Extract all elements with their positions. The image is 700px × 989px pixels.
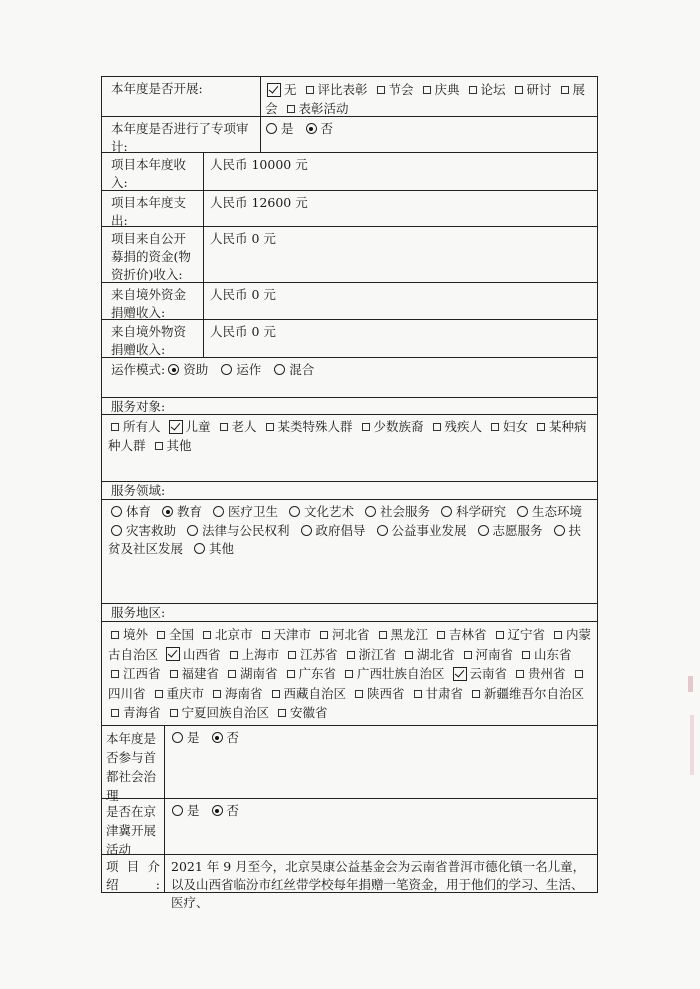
radio-icon[interactable] — [365, 506, 376, 517]
service-field-option-label: 志愿服务 — [492, 522, 543, 538]
capital-yes-label: 是 — [187, 730, 200, 745]
service-field-option — [362, 504, 430, 519]
jingjinji-yes-radio[interactable] — [172, 805, 183, 816]
activity-option — [303, 82, 368, 97]
checkbox-icon[interactable] — [266, 423, 274, 431]
operation-mode-row — [101, 358, 598, 398]
red-ink-mark — [688, 676, 693, 692]
radio-icon[interactable] — [377, 525, 388, 536]
audit-yes-radio[interactable] — [266, 123, 277, 134]
service-region-option — [317, 627, 370, 642]
service-region-option-label: 宁夏回族自治区 — [181, 705, 270, 720]
checkbox-icon[interactable] — [287, 105, 295, 113]
activity-option-label: 展会 — [265, 82, 586, 116]
intro-text: 2021 年 9 月至今，北京昊康公益基金会为云南省普洱市德化镇一名儿童，以及山西省临汾市红丝带学校每年捐赠一笔资金，用于他们的学习、生活、医疗、 — [171, 859, 586, 910]
service-target-option-label: 少数族裔 — [373, 419, 424, 434]
service-target-option — [108, 419, 161, 434]
service-region-option — [344, 647, 397, 662]
activity-label: 本年度是否开展: — [102, 77, 261, 116]
checkbox-icon[interactable] — [362, 423, 370, 431]
checkbox-icon[interactable] — [262, 631, 270, 639]
overseas-goods-value: 人民币 0 元 — [210, 324, 276, 339]
activity-option — [284, 101, 349, 116]
service-region-option-label: 新疆维吾尔自治区 — [484, 685, 585, 701]
service-region-option — [493, 627, 546, 642]
overseas-goods-row — [101, 320, 598, 358]
audit-no-radio[interactable] — [306, 123, 317, 134]
service-region-option — [269, 686, 347, 701]
service-field-option-label: 其他 — [209, 541, 235, 556]
checkbox-icon[interactable] — [111, 423, 119, 431]
service-region-option-label: 陕西省 — [367, 685, 405, 701]
radio-icon[interactable] — [187, 525, 198, 536]
service-field-option — [298, 523, 366, 538]
service-fields-row — [101, 500, 598, 604]
radio-icon[interactable] — [194, 543, 205, 554]
service-target-option-label: 所有人 — [123, 419, 161, 434]
service-region-option-label: 山东省 — [534, 646, 572, 662]
public-fund-label: 项目来自公开募捐的资金(物资折价)收入: — [102, 227, 204, 282]
service-target-option — [167, 419, 211, 434]
activity-option — [265, 82, 297, 97]
service-target-option-label: 某类特殊人群 — [277, 419, 353, 434]
checkbox-icon[interactable] — [377, 86, 385, 94]
service-region-option — [108, 705, 161, 720]
service-region-option — [402, 647, 455, 662]
service-region-option-label: 湖南省 — [240, 666, 278, 681]
service-field-option — [210, 504, 278, 519]
service-region-option — [152, 686, 205, 701]
service-region-option — [352, 686, 405, 701]
service-field-option — [108, 504, 151, 519]
service-region-option-label: 浙江省 — [358, 646, 397, 662]
service-region-option-label: 广西壮族自治区 — [357, 666, 445, 681]
service-region-option-label: 云南省 — [469, 666, 508, 681]
service-region-option — [227, 647, 280, 662]
service-region-option-label: 河北省 — [332, 627, 370, 642]
red-ink-mark — [690, 715, 694, 775]
activity-option-label: 庆典 — [434, 82, 460, 97]
checkbox-icon[interactable] — [278, 709, 286, 717]
service-region-option — [200, 627, 253, 642]
checkbox-icon[interactable] — [469, 86, 477, 94]
activity-option — [512, 82, 552, 97]
service-region-option-label: 贵州省 — [528, 666, 566, 681]
service-target-option — [217, 419, 257, 434]
service-target-option-label: 残疾人 — [444, 419, 483, 434]
service-region-option-label: 内蒙古自治区 — [108, 627, 592, 662]
checkbox-icon[interactable] — [522, 651, 530, 659]
checkbox-icon[interactable] — [272, 690, 280, 698]
service-region-option — [225, 666, 278, 681]
service-region-option — [411, 686, 464, 701]
selected-radio-icon[interactable] — [168, 364, 179, 375]
service-target-option — [263, 419, 353, 434]
jingjinji-yes-label: 是 — [187, 803, 200, 818]
service-region-option — [513, 666, 566, 681]
service-region-option-label: 江西省 — [123, 666, 161, 681]
service-region-option-label: 天津市 — [273, 627, 312, 642]
service-targets-header-row — [101, 398, 598, 415]
checkbox-icon[interactable] — [155, 690, 163, 698]
service-target-option — [359, 419, 424, 434]
service-fields-label: 服务领域: — [111, 483, 166, 498]
service-region-option — [285, 647, 338, 662]
service-targets-options — [102, 415, 597, 457]
checkbox-icon[interactable] — [433, 423, 441, 431]
operation-mode-option — [165, 362, 208, 377]
checkbox-icon[interactable] — [516, 670, 524, 678]
service-field-option-label: 生态环境 — [532, 504, 583, 519]
service-region-option — [167, 705, 270, 720]
radio-icon[interactable] — [478, 525, 489, 536]
checkbox-icon[interactable] — [464, 651, 472, 659]
checkbox-icon[interactable] — [347, 651, 355, 659]
checkbox-icon[interactable] — [230, 651, 238, 659]
checkbox-icon[interactable] — [561, 86, 569, 94]
audit-label: 本年度是否进行了专项审计: — [102, 117, 261, 152]
service-region-option — [469, 686, 584, 701]
service-field-option — [286, 504, 354, 519]
operation-mode-label: 运作模式: — [111, 362, 166, 377]
service-regions-options — [102, 622, 597, 725]
checkbox-icon[interactable] — [554, 631, 562, 639]
service-region-option — [434, 627, 487, 642]
service-region-option — [167, 666, 220, 681]
service-target-option — [152, 438, 192, 453]
service-region-option-label: 安徽省 — [290, 705, 328, 720]
service-region-option-label: 山西省 — [183, 646, 221, 662]
service-target-option — [488, 419, 528, 434]
checked-checkbox-icon[interactable] — [453, 667, 467, 681]
service-region-option-label: 境外 — [123, 627, 149, 642]
service-field-option — [514, 504, 582, 519]
service-target-option-label: 老人 — [231, 419, 257, 434]
service-region-option — [259, 627, 312, 642]
jingjinji-no-label: 否 — [226, 803, 240, 818]
checkbox-icon[interactable] — [575, 670, 583, 678]
activity-option-label: 表彰活动 — [298, 101, 349, 116]
intro-label-cell — [102, 855, 165, 892]
service-field-option — [374, 523, 467, 538]
service-region-option — [154, 627, 194, 642]
capital-governance-label: 本年度是否参与首都社会治理 — [102, 726, 165, 798]
service-field-option-label: 法律与公民权利 — [202, 522, 290, 538]
service-field-option-label: 医疗卫生 — [228, 504, 279, 519]
service-field-option — [108, 523, 176, 538]
service-region-option-label: 吉林省 — [449, 627, 487, 642]
operation-mode-option — [218, 362, 261, 377]
radio-icon[interactable] — [111, 506, 122, 517]
service-region-option — [164, 647, 221, 662]
jingjinji-label: 是否在京津冀开展活动 — [102, 799, 165, 854]
radio-icon[interactable] — [274, 364, 285, 375]
service-region-option — [210, 686, 263, 701]
service-field-option — [438, 504, 506, 519]
radio-icon[interactable] — [554, 525, 565, 536]
service-region-option-label: 辽宁省 — [507, 627, 546, 642]
audit-options — [261, 117, 597, 152]
checkbox-icon[interactable] — [155, 442, 163, 450]
radio-icon[interactable] — [289, 506, 300, 517]
public-fund-row — [101, 227, 598, 283]
service-region-option-label: 黑龙江 — [390, 627, 429, 642]
checkbox-icon[interactable] — [306, 86, 314, 94]
income-row — [101, 153, 598, 191]
service-field-option-label: 教育 — [177, 504, 203, 519]
service-field-option-label: 政府倡导 — [315, 522, 366, 538]
selected-radio-icon[interactable] — [162, 506, 173, 517]
capital-no-radio[interactable] — [212, 732, 223, 743]
service-region-option — [275, 705, 328, 720]
service-field-option — [184, 523, 290, 538]
service-region-option-label: 上海市 — [241, 646, 280, 662]
service-fields-header-row — [101, 482, 598, 500]
checkbox-icon[interactable] — [228, 670, 236, 678]
service-region-option-label: 海南省 — [225, 685, 263, 701]
activity-option-label: 研讨 — [526, 82, 552, 97]
service-region-option-label: 湖北省 — [417, 646, 455, 662]
service-region-option-label: 青海省 — [123, 705, 161, 720]
public-fund-value: 人民币 0 元 — [210, 231, 276, 246]
checkbox-icon[interactable] — [287, 670, 295, 678]
jingjinji-options — [165, 799, 597, 854]
checkbox-icon[interactable] — [203, 631, 211, 639]
jingjinji-row — [101, 799, 598, 855]
service-target-option-label: 妇女 — [503, 419, 529, 434]
checkbox-icon[interactable] — [496, 631, 504, 639]
service-target-option-label: 儿童 — [185, 419, 211, 434]
checkbox-icon[interactable] — [379, 631, 387, 639]
service-region-option — [284, 666, 337, 681]
checked-checkbox-icon[interactable] — [267, 83, 281, 97]
overseas-fund-label: 来自境外资金捐赠收入: — [102, 283, 204, 319]
intro-label: 项目介绍: — [106, 859, 160, 892]
service-field-option-label: 公益事业发展 — [391, 522, 467, 538]
activity-row — [101, 77, 598, 117]
radio-icon[interactable] — [301, 525, 312, 536]
radio-icon[interactable] — [441, 506, 452, 517]
service-target-option-label: 某种病种人群 — [108, 419, 587, 453]
service-targets-label: 服务对象: — [111, 399, 166, 414]
service-regions-row — [101, 622, 598, 726]
audit-row — [101, 117, 598, 153]
income-label: 项目本年度收入: — [102, 153, 204, 190]
overseas-fund-value: 人民币 0 元 — [210, 287, 276, 302]
service-region-option-label: 广东省 — [298, 666, 337, 681]
service-region-option — [108, 666, 161, 681]
service-region-option-label: 全国 — [169, 627, 195, 642]
capital-governance-row — [101, 726, 598, 803]
checkbox-icon[interactable] — [437, 631, 445, 639]
service-field-option-label: 体育 — [126, 504, 152, 519]
capital-yes-radio[interactable] — [172, 732, 183, 743]
intro-row — [101, 855, 598, 910]
radio-icon[interactable] — [111, 525, 122, 536]
checkbox-icon[interactable] — [355, 690, 363, 698]
checkbox-icon[interactable] — [170, 670, 178, 678]
radio-icon[interactable] — [517, 506, 528, 517]
activity-option — [466, 82, 506, 97]
checkbox-icon[interactable] — [423, 86, 431, 94]
service-targets-row — [101, 415, 598, 482]
service-region-option-label: 重庆市 — [166, 685, 205, 701]
activity-option-label: 论坛 — [480, 82, 506, 97]
checkbox-icon[interactable] — [213, 690, 221, 698]
checkbox-icon[interactable] — [288, 651, 296, 659]
expense-label: 项目本年度支出: — [102, 191, 204, 226]
activity-option-label: 节会 — [388, 82, 414, 97]
service-region-option — [108, 627, 148, 642]
service-region-option — [451, 666, 508, 681]
checkbox-icon[interactable] — [220, 423, 228, 431]
service-field-option — [159, 504, 202, 519]
audit-no-label: 否 — [320, 121, 334, 136]
checkbox-icon[interactable] — [320, 631, 328, 639]
activity-options — [261, 77, 597, 116]
service-region-option-label: 甘肃省 — [425, 685, 464, 701]
operation-mode-options — [165, 362, 320, 377]
overseas-goods-label: 来自境外物资捐赠收入: — [102, 320, 204, 357]
activity-option — [420, 82, 460, 97]
checkbox-icon[interactable] — [111, 631, 119, 639]
checked-checkbox-icon[interactable] — [169, 420, 183, 434]
checkbox-icon[interactable] — [170, 709, 178, 717]
service-field-option — [191, 541, 234, 556]
activity-option — [374, 82, 414, 97]
service-field-option-label: 灾害救助 — [126, 522, 177, 538]
operation-mode-option — [271, 362, 314, 377]
activity-option-label: 无 — [284, 82, 297, 97]
checkbox-icon[interactable] — [405, 651, 413, 659]
overseas-fund-row — [101, 283, 598, 320]
operation-mode — [102, 358, 597, 382]
checkbox-icon[interactable] — [111, 709, 119, 717]
service-fields-options — [102, 500, 597, 561]
checkbox-icon[interactable] — [111, 670, 119, 678]
service-field-option-label: 文化艺术 — [304, 504, 355, 519]
expense-row — [101, 191, 598, 227]
service-region-option-label: 江苏省 — [300, 646, 338, 662]
operation-mode-option-label: 资助 — [183, 362, 209, 377]
checkbox-icon[interactable] — [345, 670, 353, 678]
radio-icon[interactable] — [213, 506, 224, 517]
service-field-option-label: 社会服务 — [380, 504, 431, 519]
income-value: 人民币 10000 元 — [210, 157, 308, 172]
service-regions-header-row — [101, 604, 598, 622]
checkbox-icon[interactable] — [157, 631, 165, 639]
service-region-option-label: 北京市 — [215, 627, 253, 642]
service-region-option — [461, 647, 514, 662]
expense-value: 人民币 12600 元 — [210, 195, 308, 210]
service-region-option — [342, 666, 445, 681]
jingjinji-no-radio[interactable] — [212, 805, 223, 816]
service-region-option-label: 西藏自治区 — [283, 685, 347, 701]
service-region-option-label: 四川省 — [108, 685, 146, 701]
radio-icon[interactable] — [221, 364, 232, 375]
form-table — [101, 76, 598, 910]
operation-mode-option-label: 运作 — [236, 362, 262, 377]
service-field-option — [475, 523, 543, 538]
checkbox-icon[interactable] — [491, 423, 499, 431]
service-field-option-label: 科学研究 — [456, 504, 507, 519]
service-region-option-label: 河南省 — [475, 646, 514, 662]
service-region-option-label: 福建省 — [181, 666, 220, 681]
service-field-option-label: 扶贫及社区发展 — [108, 522, 582, 556]
service-target-option — [430, 419, 483, 434]
service-target-option-label: 其他 — [166, 437, 192, 453]
checkbox-icon[interactable] — [414, 690, 422, 698]
service-region-option — [376, 627, 429, 642]
service-region-option — [519, 647, 572, 662]
checkbox-icon[interactable] — [515, 86, 523, 94]
checked-checkbox-icon[interactable] — [166, 647, 180, 661]
checkbox-icon[interactable] — [472, 690, 480, 698]
audit-yes-label: 是 — [281, 121, 294, 136]
operation-mode-option-label: 混合 — [289, 362, 315, 377]
capital-no-label: 否 — [226, 730, 240, 745]
capital-governance-options — [165, 726, 597, 798]
checkbox-icon[interactable] — [537, 423, 545, 431]
service-regions-label: 服务地区: — [111, 605, 166, 620]
activity-option-label: 评比表彰 — [317, 82, 368, 97]
